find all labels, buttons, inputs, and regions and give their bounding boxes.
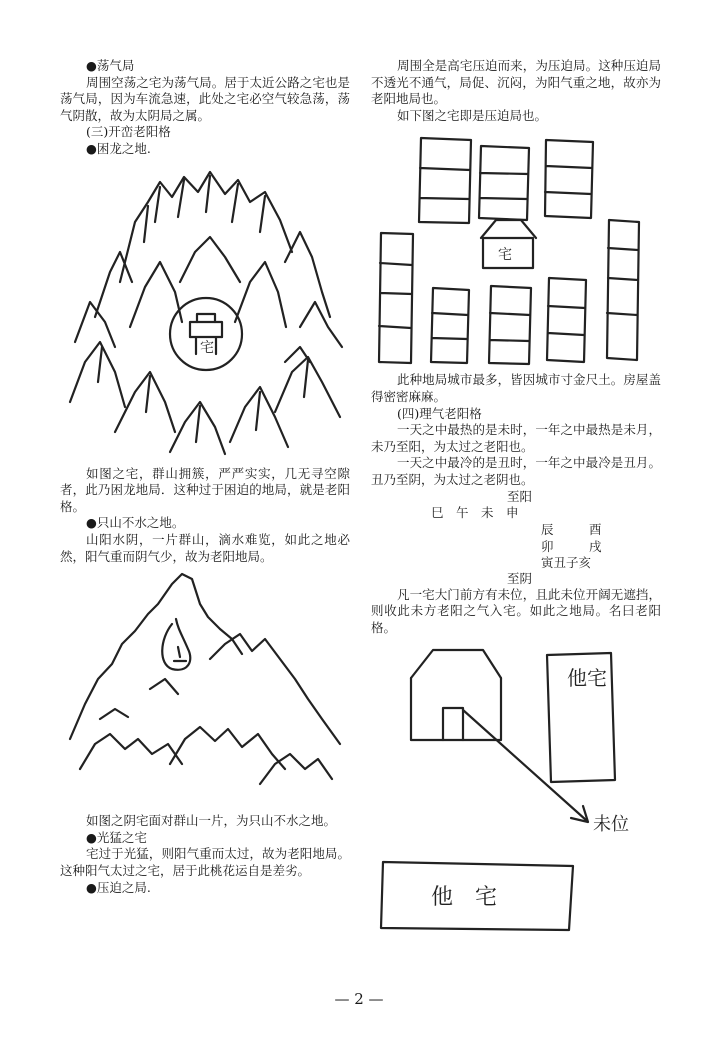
right-column <box>371 58 661 944</box>
heading-kunlong: ●困龙之地. <box>86 140 151 156</box>
figure4-other-house-top <box>567 666 607 690</box>
figure4-other-house-bottom: 他 宅 <box>431 885 498 911</box>
figure-crowded-buildings <box>371 128 661 368</box>
branch-diagram <box>371 489 661 587</box>
heading-dangqi: ●荡气局 <box>86 58 135 73</box>
para-yapo-figure-intro: 如下图之宅即是压迫局也。 <box>397 107 548 123</box>
figure4-weiwei-label: 未位 <box>593 814 629 836</box>
left-column <box>60 58 350 896</box>
heading-yapo: ●压迫之局. <box>86 879 151 895</box>
heading-guangmeng: ●光猛之宅 <box>86 829 147 845</box>
section-heading-3: (三)开峦老阳格 <box>86 124 171 140</box>
figure-mountains-surrounding-house <box>60 162 350 462</box>
branch-row-bottom: 寅丑子亥 <box>541 554 592 570</box>
para-kunlong: 如图之宅，群山拥簇，严严实实，几无寻空隙者，此乃困龙地局．这种过于困迫的地局，就是老阳格。 <box>60 465 350 514</box>
para-zhiyin: 一天之中最冷的是丑时，一年之中最冷是丑月。丑乃至阴，为太过之老阴也。 <box>371 455 661 487</box>
branch-left-2: 卯 <box>541 538 554 554</box>
branch-left-1: 辰 <box>541 521 554 537</box>
para-zhiyang: 一天之中最热的是未时，一年之中最热是未月，未乃至阳，为太过之老阳也。 <box>371 422 661 454</box>
figure-house-weiwei-direction <box>371 640 661 940</box>
branch-top-label: 至阳 <box>507 488 533 504</box>
branch-bottom-label: 至阴 <box>507 570 533 586</box>
figure4-other-house-top-text: 他宅 <box>567 666 607 691</box>
para-dangqi: 周围空荡之宅为荡气局。居于太近公路之宅也是荡气局，因为车流急速，此处之宅必空气较急荡，荡气阴散，故为太阴局之属。 <box>60 74 350 123</box>
branch-row-top: 巳 午 未 申 <box>431 504 519 520</box>
page-number: — 2 — <box>334 990 384 1008</box>
para-yapo-city: 此种地局城市最多，皆因城市寸金尺土。房屋盖得密密麻麻。 <box>371 372 661 404</box>
para-guangmeng: 宅过于光猛，则阳气重而太过，故为老阳地局。这种阳气太过之宅，居于此桃花运自是差劣。 <box>60 846 350 878</box>
section-heading-4: (四)理气老阳格 <box>397 405 482 421</box>
para-zhishan-caption: 如图之阴宅面对群山一片，为只山不水之地。 <box>86 813 337 829</box>
heading-zhishan: ●只山不水之地。 <box>86 515 185 531</box>
para-yapo: 周围全是高宅压迫而来，为压迫局。这种压迫局不透光不通气，局促、沉闷，为阳气重之地，故亦为老阳地局也。 <box>371 58 661 107</box>
para-zhishan: 山阳水阴，一片群山，滴水难览，如此之地必然，阳气重而阴气少，故为老阳地局。 <box>60 531 350 564</box>
figure-grave-facing-mountains <box>60 569 350 809</box>
figure3-house-label: 宅 <box>498 247 512 264</box>
branch-right-1: 酉 <box>589 521 602 537</box>
figure1-house-label: 宅 <box>200 339 214 356</box>
para-laoyang-conclusion: 凡一宅大门前方有未位，且此未位开阔无遮挡，则收此未方老阳之气入宅。如此之地局。名曰老阳格。 <box>371 586 661 635</box>
branch-right-2: 戌 <box>589 538 602 554</box>
